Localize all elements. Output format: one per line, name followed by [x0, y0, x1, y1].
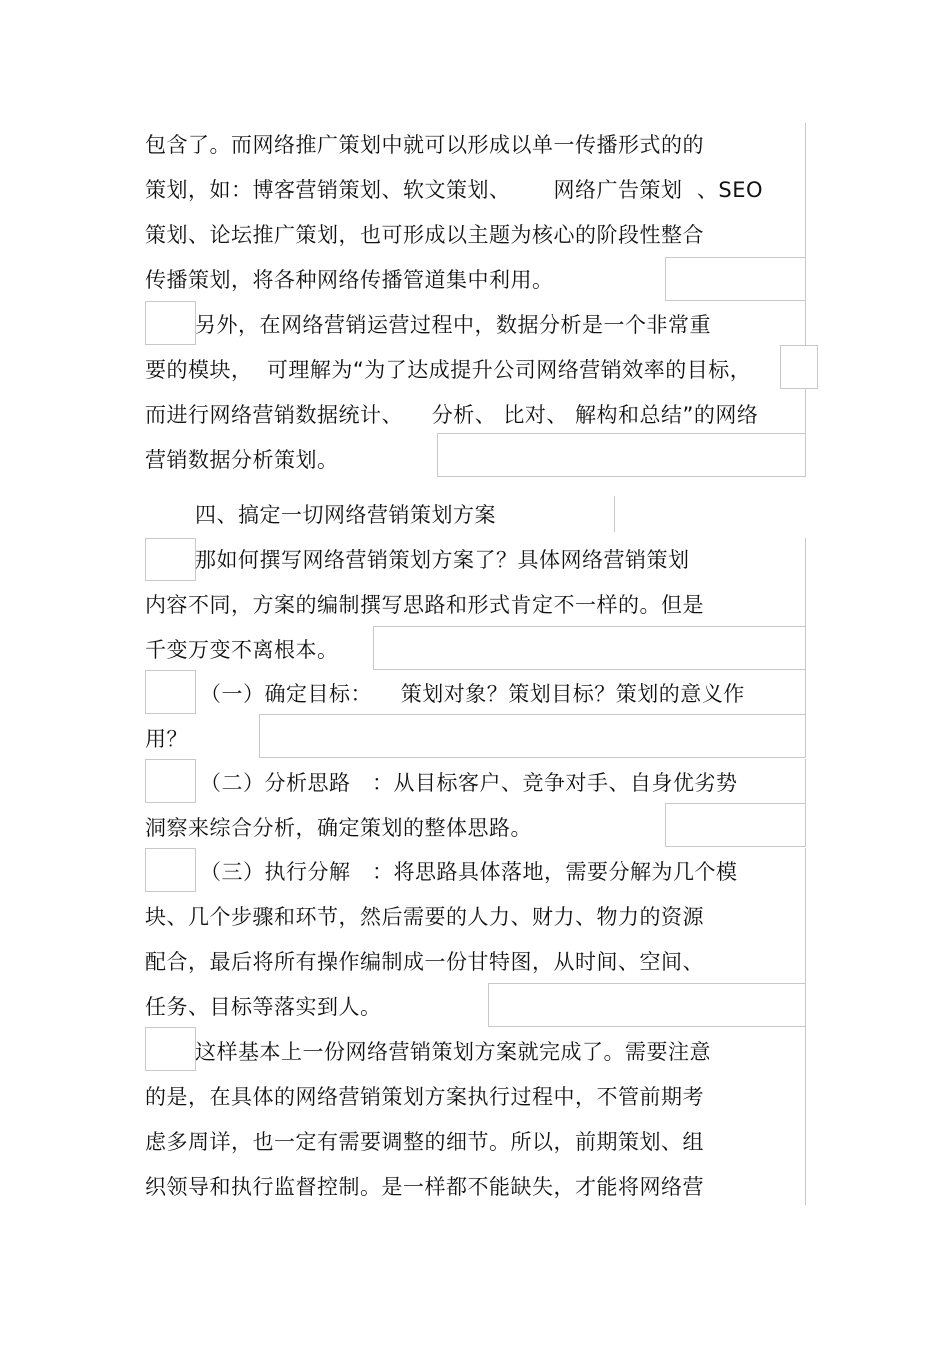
border-box: [665, 257, 806, 301]
paragraph-line: （一）确定目标： 策划对象？策划目标？策划的意义作: [200, 682, 745, 706]
paragraph-line: 的是，在具体的网络营销策划方案执行过程中，不管前期考: [145, 1085, 704, 1109]
paragraph-line: 营销数据分析策划。: [145, 448, 339, 472]
border-box: [437, 433, 806, 477]
border-line: [805, 301, 806, 345]
paragraph-line: 策划、论坛推广策划，也可形成以主题为核心的阶段性整合: [145, 223, 704, 247]
border-line: [805, 1027, 806, 1205]
border-box: [145, 301, 196, 345]
paragraph-line: 包含了。而网络推广策划中就可以形成以单一传播形式的的: [145, 133, 704, 157]
paragraph-line: 块、几个步骤和环节，然后需要的人力、财力、物力的资源: [145, 905, 704, 929]
border-box: [145, 538, 196, 581]
border-line: [805, 759, 806, 803]
paragraph-line: （三）执行分解 ：将思路具体落地，需要分解为几个模: [200, 860, 738, 884]
paragraph-line: 配合，最后将所有操作编制成一份甘特图，从时间、空间、: [145, 950, 704, 974]
section-heading: 四、搞定一切网络营销策划方案: [195, 503, 496, 527]
border-box: [259, 714, 806, 758]
paragraph-line: 那如何撰写网络营销策划方案了？具体网络营销策划: [195, 548, 690, 572]
paragraph-line: 虑多周详，也一定有需要调整的细节。所以，前期策划、组: [145, 1130, 704, 1154]
border-line: [805, 538, 806, 626]
paragraph-line: 要的模块， 可理解为“为了达成提升公司网络营销效率的目标，: [145, 358, 752, 382]
paragraph-line: 内容不同，方案的编制撰写思路和形式肯定不一样的。但是: [145, 593, 704, 617]
border-box: [145, 759, 196, 803]
paragraph-line: 这样基本上一份网络营销策划方案就完成了。需要注意: [195, 1040, 711, 1064]
border-box: [145, 1027, 196, 1071]
border-box: [780, 345, 818, 389]
border-box: [665, 803, 806, 847]
paragraph-line: 用？: [145, 727, 188, 751]
paragraph-line: 策划，如：博客营销策划、软文策划、 网络广告策划 、SEO: [145, 178, 764, 202]
border-line: [805, 670, 806, 714]
border-box: [145, 848, 196, 892]
border-line: [614, 496, 615, 532]
border-box: [488, 983, 806, 1027]
paragraph-line: 任务、目标等落实到人。: [145, 995, 382, 1019]
paragraph-line: 洞察来综合分析，确定策划的整体思路。: [145, 816, 532, 840]
border-line: [805, 389, 806, 433]
border-box: [145, 670, 196, 714]
paragraph-line: （二）分析思路 ：从目标客户、竞争对手、自身优劣势: [200, 771, 738, 795]
paragraph-line: 千变万变不离根本。: [145, 638, 339, 662]
border-box: [373, 626, 806, 670]
paragraph-line: 传播策划，将各种网络传播管道集中利用。: [145, 268, 554, 292]
border-line: [805, 123, 806, 257]
paragraph-line: 而进行网络营销数据统计、 分析、 比对、 解构和总结”的网络: [145, 403, 759, 427]
paragraph-line: 另外，在网络营销运营过程中，数据分析是一个非常重: [195, 313, 711, 337]
paragraph-line: 织领导和执行监督控制。是一样都不能缺失，才能将网络营: [145, 1175, 704, 1199]
border-line: [805, 848, 806, 983]
